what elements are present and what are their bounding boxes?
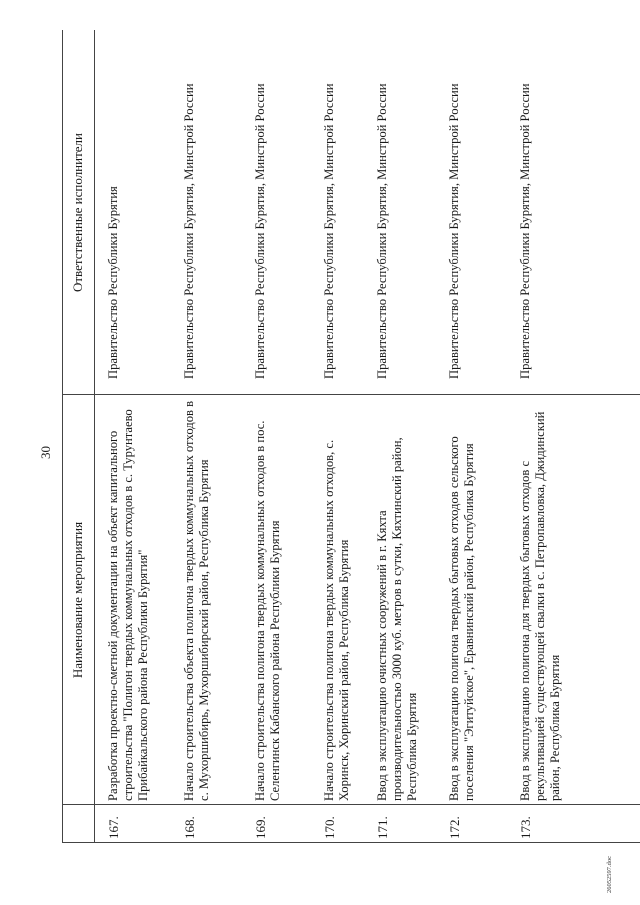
row-executors: Правительство Республики Бурятия, Минстрой России [253,83,267,379]
column-divider [62,394,640,395]
row-executors: Правительство Республики Бурятия, Минстрой России [447,83,461,379]
row-name: Начало строительства полигона твердых коммунальных отходов в пос. Селенгинск Кабанского района Республики Бурятия [253,420,282,801]
row-name: Разработка проектно-сметной документации на объект капитального строительства "Полигон твердых коммунальных отходов в с. Турунтаево Прибайкальского района Республики Бурятия" [106,409,150,801]
file-footer: 26052597.doc [606,855,613,893]
header-name: Наименование мероприятия [70,521,85,679]
header-executors: Ответственные исполнители [70,133,85,293]
page-number: 30 [38,446,53,459]
row-name: Ввод в эксплуатацию очистных сооружений в г. Кяхта производительностью 3000 куб. метров в сутки, Кяхтинский район, Республика Бурятия [375,437,419,801]
row-number: 168. [182,816,197,839]
row-executors: Правительство Республики Бурятия, Минстрой России [322,83,336,379]
row-number: 169. [253,816,268,839]
row-name: Ввод в эксплуатацию полигона для твердых бытовых отходов с рекультивацией существующей свалки в с. Петропавловка, Джидинский район, Республика Бурятия [518,411,562,801]
row-executors: Правительство Республики Бурятия, Минстрой России [518,83,532,379]
row-executors: Правительство Республики Бурятия, Минстрой России [375,83,389,379]
table-left-border [62,842,640,843]
row-number: 173. [518,816,533,839]
header-bottom-border [94,30,95,843]
row-name: Начало строительства объекта полигона твердых коммунальных отходов в с. Мухоршибирь, Мухоршибирский район, Республика Бурятия [182,400,211,801]
number-column-divider [62,804,640,805]
row-name: Ввод в эксплуатацию полигона твердых бытовых отходов сельского поселения "Эгитуйское", Еравнинский район, Республика Бурятия [447,436,476,801]
row-executors: Правительство Республики Бурятия, Минстрой России [182,83,196,379]
row-name: Начало строительства полигона твердых коммунальных отходов, с. Хоринск, Хоринский район, Республика Бурятия [322,439,351,801]
table-top-border [62,30,63,843]
row-number: 170. [322,816,337,839]
row-executors: Правительство Республики Бурятия [106,186,120,379]
row-number: 167. [106,816,121,839]
row-number: 172. [447,816,462,839]
row-number: 171. [375,816,390,839]
